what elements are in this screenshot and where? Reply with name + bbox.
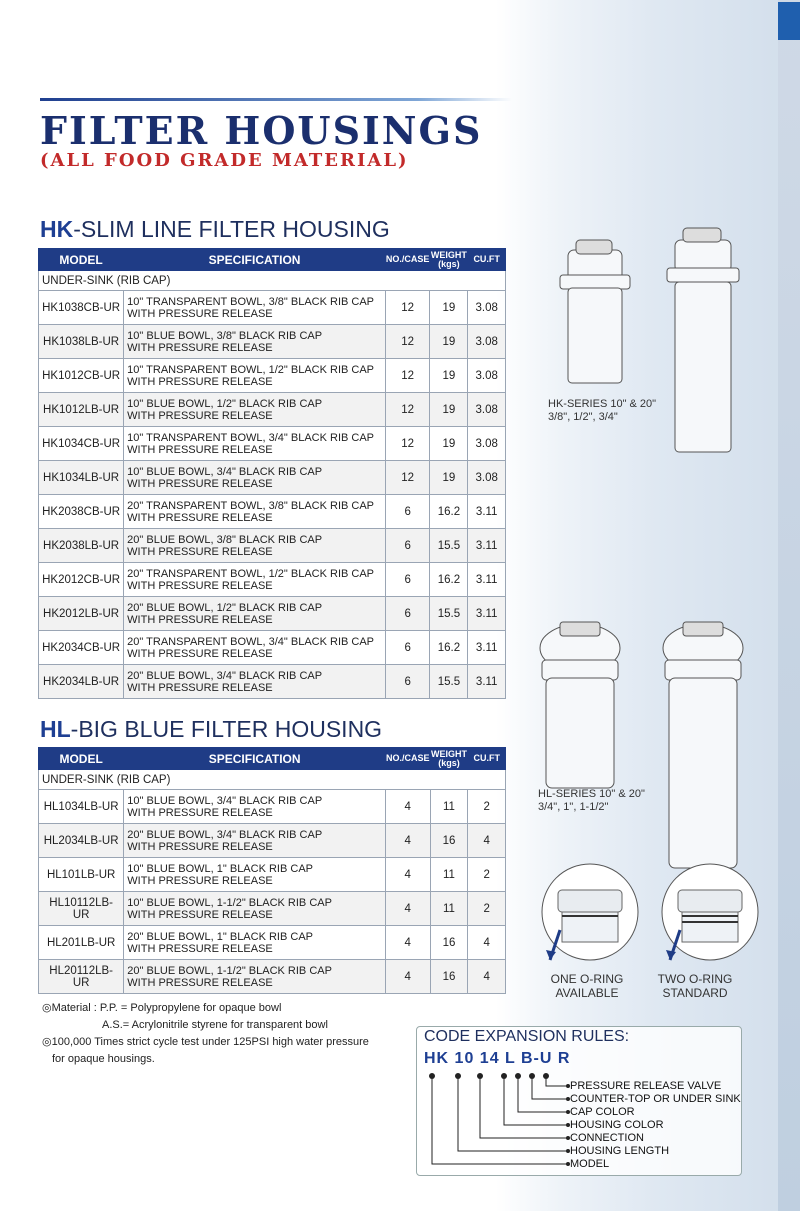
weight-cell: 16.2 [430,631,468,665]
note-material-2: A.S.= Acrylonitrile styrene for transparent bowl [102,1019,328,1031]
top-rule [40,98,512,101]
no-case-cell: 6 [385,495,430,529]
spec-line-1: 20" BLUE BOWL, 3/4" BLACK RIB CAP [127,828,323,841]
hk-image-caption [548,398,656,424]
code-expansion-title: CODE EXPANSION RULES: [424,1028,630,1045]
spec-line-2: WITH PRESSURE RELEASE [127,806,273,819]
spec-line-2: WITH PRESSURE RELEASE [127,545,273,558]
model-cell: HK1012CB-UR [39,359,124,393]
spec-line-2: WITH PRESSURE RELEASE [127,307,273,320]
no-case-cell: 6 [385,563,430,597]
no-case-cell: 4 [386,926,431,960]
spec-line-2: WITH PRESSURE RELEASE [127,874,273,887]
no-case-cell: 12 [385,359,430,393]
two-oring-line-1: TWO O-RING [657,972,733,986]
one-oring-detail-image [542,864,638,960]
hk-caption-line-2: 3/8", 1/2", 3/4" [548,411,618,423]
right-decorative-bar [778,0,800,1211]
cuft-cell: 3.11 [468,665,506,699]
spec-line-2: WITH PRESSURE RELEASE [127,647,273,660]
spec-line-1: 20" BLUE BOWL, 1/2" BLACK RIB CAP [127,601,323,614]
col-weight [430,748,468,770]
no-case-cell: 4 [386,790,431,824]
table-row [39,291,506,325]
model-cell: HL2034LB-UR [39,824,124,858]
weight-cell: 11 [430,790,468,824]
table-row [39,563,506,597]
model-cell: HK2034CB-UR [39,631,124,665]
one-oring-line-2: AVAILABLE [555,986,619,1000]
spec-line-1: 10" BLUE BOWL, 3/8" BLACK RIB CAP [127,329,323,342]
hl-20-inch-housing-image [663,622,743,868]
cuft-cell: 3.08 [468,291,506,325]
weight-unit: (kgs) [438,757,460,768]
specification-cell [124,359,386,393]
col-cuft: CU.FT [468,748,506,770]
two-oring-detail-image [662,864,758,960]
col-specification: SPECIFICATION [124,249,386,271]
model-cell: HL20112LB-UR [39,960,124,994]
page-title: FILTER HOUSINGS [40,108,483,153]
specification-cell [124,824,386,858]
weight-cell: 16 [430,926,468,960]
two-oring-line-2: STANDARD [662,986,728,1000]
col-no-case: NO./CASE [386,748,431,770]
spec-line-1: 10" BLUE BOWL, 1" BLACK RIB CAP [127,862,313,875]
note-cycle-2: for opaque housings. [52,1053,155,1065]
weight-cell: 16 [430,824,468,858]
code-label-housing-color: HOUSING COLOR [570,1119,664,1131]
weight-cell: 19 [430,291,468,325]
specification-cell [124,597,386,631]
specification-cell [124,665,386,699]
spec-line-2: WITH PRESSURE RELEASE [127,511,273,524]
specification-cell [124,960,386,994]
cuft-cell: 3.11 [468,597,506,631]
specification-cell [124,631,386,665]
spec-line-1: 20" BLUE BOWL, 1-1/2" BLACK RIB CAP [127,964,332,977]
table-row [39,824,506,858]
spec-line-2: WITH PRESSURE RELEASE [127,976,273,989]
col-model: MODEL [39,249,124,271]
note-cycle-1: ◎100,000 Times strict cycle test under 125PSI high water pressure [42,1036,369,1048]
hk-group-label: UNDER-SINK (RIB CAP) [39,271,506,291]
hk-title-bold: HK [40,216,74,242]
no-case-cell: 12 [385,393,430,427]
no-case-cell: 4 [386,892,431,926]
code-label-connection: CONNECTION [570,1132,644,1144]
table-row [39,393,506,427]
weight-cell: 11 [430,858,468,892]
weight-header: WEIGHT [430,748,467,759]
specification-cell [124,790,386,824]
note-material-1: ◎Material : P.P. = Polypropylene for opaque bowl [42,1002,282,1014]
weight-cell: 19 [430,393,468,427]
model-cell: HL1034LB-UR [39,790,124,824]
no-case-cell: 12 [385,325,430,359]
col-model: MODEL [39,748,124,770]
weight-cell: 19 [430,325,468,359]
no-case-cell: 6 [385,529,430,563]
no-case-cell: 4 [386,858,431,892]
spec-line-2: WITH PRESSURE RELEASE [127,409,273,422]
table-row [39,858,506,892]
two-oring-caption [650,972,740,1000]
spec-line-1: 10" BLUE BOWL, 3/4" BLACK RIB CAP [127,794,323,807]
table-row [39,597,506,631]
spec-line-2: WITH PRESSURE RELEASE [127,579,273,592]
specification-cell [124,427,386,461]
weight-header: WEIGHT [430,249,467,260]
code-label-counter-top: COUNTER-TOP OR UNDER SINK [570,1093,741,1105]
code-connector-lines [416,1066,576,1176]
table-row [39,665,506,699]
spec-line-1: 10" TRANSPARENT BOWL, 3/8" BLACK RIB CAP [127,295,375,308]
spec-line-1: 10" BLUE BOWL, 1/2" BLACK RIB CAP [127,397,323,410]
cuft-cell: 4 [468,824,506,858]
spec-line-2: WITH PRESSURE RELEASE [127,443,273,456]
specification-cell [124,858,386,892]
weight-cell: 16.2 [430,563,468,597]
weight-cell: 11 [430,892,468,926]
spec-line-1: 10" BLUE BOWL, 1-1/2" BLACK RIB CAP [127,896,332,909]
spec-line-2: WITH PRESSURE RELEASE [127,613,273,626]
code-label-housing-length: HOUSING LENGTH [570,1145,670,1157]
model-cell: HL10112LB-UR [39,892,124,926]
specification-cell [124,291,386,325]
hk-10-inch-housing-image [560,240,630,383]
no-case-cell: 4 [386,960,431,994]
cuft-cell: 2 [468,858,506,892]
spec-line-2: WITH PRESSURE RELEASE [127,477,273,490]
spec-line-2: WITH PRESSURE RELEASE [127,908,273,921]
spec-line-1: 10" BLUE BOWL, 3/4" BLACK RIB CAP [127,465,323,478]
specification-cell [124,393,386,427]
code-example: HK 10 14 L B-U R [424,1050,571,1067]
specification-cell [124,325,386,359]
weight-cell: 16.2 [430,495,468,529]
table-row [39,495,506,529]
col-weight [430,249,468,271]
model-cell: HK1038CB-UR [39,291,124,325]
no-case-cell: 12 [385,427,430,461]
no-case-cell: 12 [385,291,430,325]
spec-line-2: WITH PRESSURE RELEASE [127,840,273,853]
hk-section-title [40,216,390,243]
cuft-cell: 4 [468,960,506,994]
table-row [39,790,506,824]
cuft-cell: 3.08 [468,325,506,359]
table-row [39,960,506,994]
model-cell: HK2038CB-UR [39,495,124,529]
no-case-cell: 6 [385,597,430,631]
spec-line-1: 20" TRANSPARENT BOWL, 3/8" BLACK RIB CAP [127,499,375,512]
one-oring-line-1: ONE O-RING [550,972,624,986]
hl-title-bold: HL [40,716,71,742]
spec-line-1: 20" TRANSPARENT BOWL, 1/2" BLACK RIB CAP [127,567,375,580]
cuft-cell: 3.11 [468,495,506,529]
spec-line-2: WITH PRESSURE RELEASE [127,341,273,354]
model-cell: HL101LB-UR [39,858,124,892]
hk-caption-line-1: HK-SERIES 10" & 20" [548,398,657,410]
spec-line-2: WITH PRESSURE RELEASE [127,942,273,955]
weight-cell: 15.5 [430,529,468,563]
cuft-cell: 3.08 [468,359,506,393]
product-illustrations [520,200,770,1020]
model-cell: HK2038LB-UR [39,529,124,563]
spec-line-2: WITH PRESSURE RELEASE [127,681,273,694]
model-cell: HL201LB-UR [39,926,124,960]
specification-cell [124,563,386,597]
hk-spec-table [38,248,506,699]
specification-cell [124,495,386,529]
spec-line-1: 10" TRANSPARENT BOWL, 3/4" BLACK RIB CAP [127,431,375,444]
model-cell: HK2012LB-UR [39,597,124,631]
blue-tab-marker [778,2,800,40]
weight-cell: 19 [430,427,468,461]
cuft-cell: 3.08 [468,393,506,427]
hl-section-title [40,716,382,743]
table-row [39,892,506,926]
specification-cell [124,926,386,960]
cuft-cell: 3.08 [468,427,506,461]
cuft-cell: 3.11 [468,529,506,563]
col-cuft: CU.FT [468,249,506,271]
cuft-cell: 3.11 [468,563,506,597]
code-label-model: MODEL [570,1158,610,1170]
weight-cell: 19 [430,461,468,495]
no-case-cell: 12 [385,461,430,495]
model-cell: HK2034LB-UR [39,665,124,699]
cuft-cell: 3.08 [468,461,506,495]
table-row [39,359,506,393]
no-case-cell: 4 [386,824,431,858]
spec-line-2: WITH PRESSURE RELEASE [127,375,273,388]
hl-group-label: UNDER-SINK (RIB CAP) [39,770,506,790]
footnotes [42,1000,369,1068]
weight-cell: 16 [430,960,468,994]
cuft-cell: 2 [468,892,506,926]
table-row [39,461,506,495]
table-row [39,325,506,359]
cuft-cell: 2 [468,790,506,824]
model-cell: HK1012LB-UR [39,393,124,427]
weight-cell: 15.5 [430,597,468,631]
hk-title-rest: -SLIM LINE FILTER HOUSING [73,216,390,242]
spec-line-1: 20" TRANSPARENT BOWL, 3/4" BLACK RIB CAP [127,635,375,648]
specification-cell [124,892,386,926]
hl-image-caption [538,788,645,814]
model-cell: HK2012CB-UR [39,563,124,597]
hl-spec-table [38,747,506,994]
specification-cell [124,461,386,495]
no-case-cell: 6 [385,631,430,665]
model-cell: HK1034CB-UR [39,427,124,461]
spec-line-1: 10" TRANSPARENT BOWL, 1/2" BLACK RIB CAP [127,363,375,376]
code-label-cap-color: CAP COLOR [570,1106,635,1118]
hl-caption-line-2: 3/4", 1", 1-1/2" [538,801,609,813]
one-oring-caption [542,972,632,1000]
weight-cell: 15.5 [430,665,468,699]
spec-line-1: 20" BLUE BOWL, 3/4" BLACK RIB CAP [127,669,323,682]
table-row [39,926,506,960]
page-subtitle: (ALL FOOD GRADE MATERIAL) [40,150,409,171]
hl-10-inch-housing-image [540,622,620,788]
table-row [39,427,506,461]
spec-line-1: 20" BLUE BOWL, 1" BLACK RIB CAP [127,930,313,943]
hl-title-rest: -BIG BLUE FILTER HOUSING [70,716,383,742]
cuft-cell: 4 [468,926,506,960]
table-row [39,631,506,665]
weight-unit: (kgs) [438,258,460,269]
no-case-cell: 6 [385,665,430,699]
model-cell: HK1038LB-UR [39,325,124,359]
cuft-cell: 3.11 [468,631,506,665]
code-label-pressure-release: PRESSURE RELEASE VALVE [570,1080,722,1092]
col-no-case: NO./CASE [385,249,430,271]
specification-cell [124,529,386,563]
hl-caption-line-1: HL-SERIES 10" & 20" [538,788,645,800]
spec-line-1: 20" BLUE BOWL, 3/8" BLACK RIB CAP [127,533,323,546]
model-cell: HK1034LB-UR [39,461,124,495]
table-row [39,529,506,563]
col-specification: SPECIFICATION [124,748,386,770]
hk-20-inch-housing-image [667,228,739,452]
weight-cell: 19 [430,359,468,393]
